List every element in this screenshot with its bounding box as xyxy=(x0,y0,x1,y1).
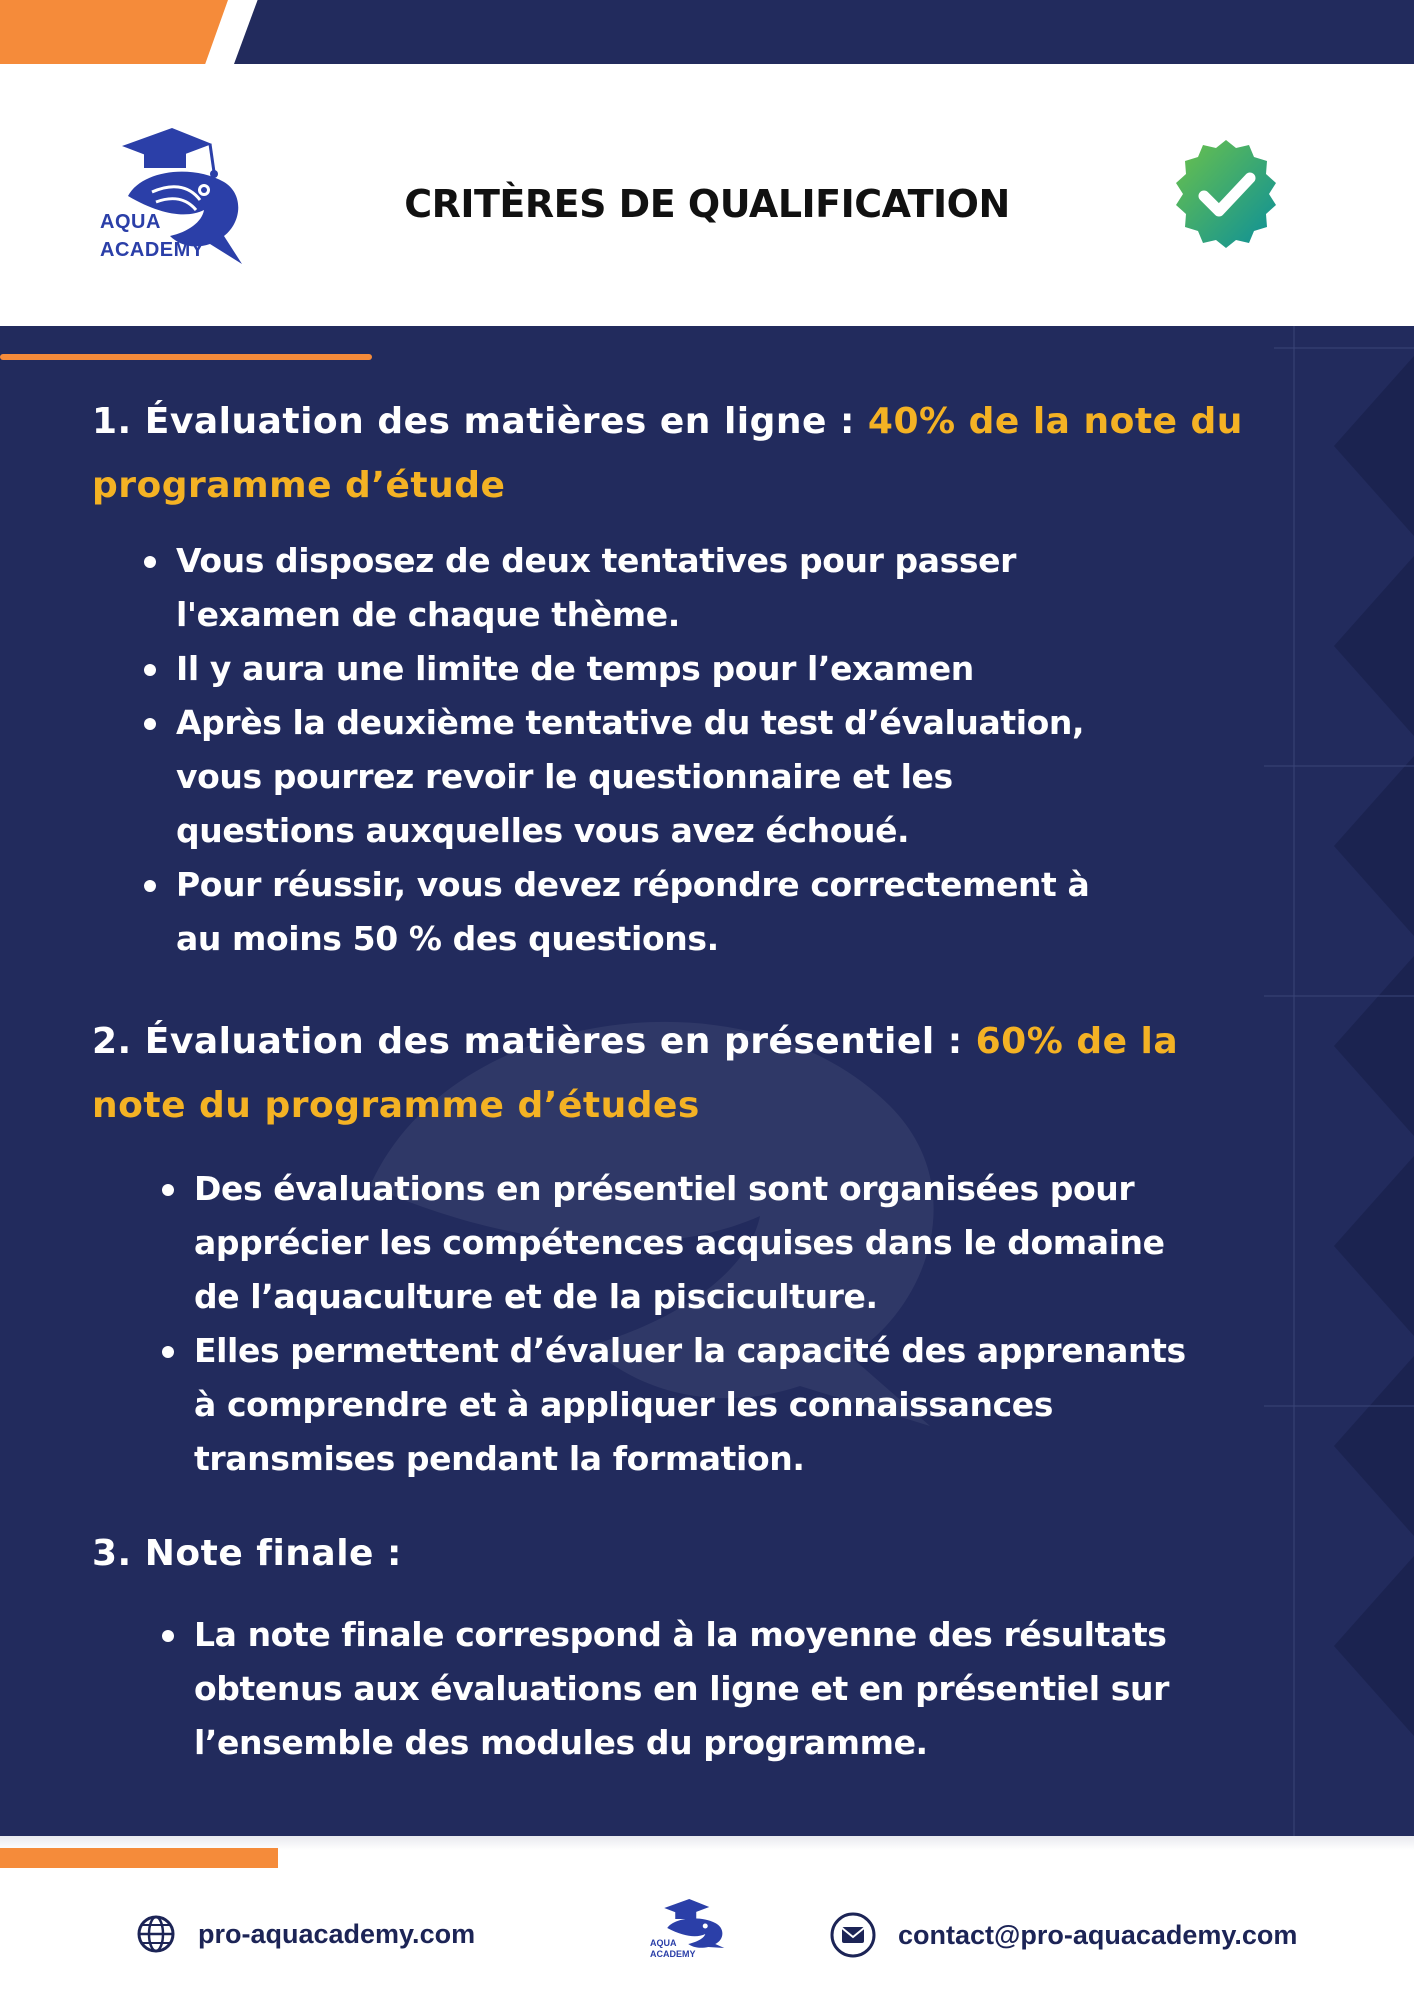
list-item: Pour réussir, vous devez répondre correctement à au moins 50 % des questions. xyxy=(140,858,1140,966)
geometric-side-decoration xyxy=(1264,326,1414,1836)
list-item: Des évaluations en présentiel sont organisées pour apprécier les compétences acquises dans le domaine de l’aquaculture et de la pisciculture. xyxy=(158,1162,1208,1324)
list-item: Il y aura une limite de temps pour l’examen xyxy=(140,642,1140,696)
logo-wordmark: AQUA ACADEMY xyxy=(650,1938,696,1959)
section-highlight: 60% de la note du programme d’études xyxy=(92,1021,1179,1126)
bullet-list-final xyxy=(158,1608,1228,1770)
footer-orange-stripe xyxy=(0,1848,278,1868)
section-heading-presential: 2. Évaluation des matières en présentiel : 60% de la note du programme d’études xyxy=(92,1021,1179,1126)
page-title: CRITÈRES DE QUALIFICATION xyxy=(404,182,1010,226)
footer-aqua-academy-logo xyxy=(648,1898,728,1962)
list-item: La note finale correspond à la moyenne des résultats obtenus aux évaluations en ligne et en présentiel sur l’ensemble des modules du programme. xyxy=(158,1608,1228,1770)
globe-icon xyxy=(136,1914,176,1954)
orange-accent-line xyxy=(0,354,372,360)
logo-wordmark: AQUA ACADEMY xyxy=(100,211,205,261)
page-header xyxy=(0,64,1414,326)
top-orange-stripe xyxy=(0,0,228,64)
footer-email-text: contact@pro-aquacademy.com xyxy=(898,1919,1298,1950)
bullet-list-online xyxy=(140,534,1140,966)
footer-website-link[interactable] xyxy=(136,1914,475,1954)
verified-check-badge-icon xyxy=(1168,136,1284,252)
list-item: Elles permettent d’évaluer la capacité des apprenants à comprendre et à appliquer les connaissances transmises pendant la formation. xyxy=(158,1324,1208,1486)
section-heading-final: 3. Note finale : xyxy=(92,1533,402,1574)
section-heading-online: 1. Évaluation des matières en ligne : 40% de la note du programme d’étude xyxy=(92,401,1243,506)
envelope-icon xyxy=(830,1912,876,1958)
list-item: Vous disposez de deux tentatives pour passer l'examen de chaque thème. xyxy=(140,534,1140,642)
bullet-list-presential xyxy=(158,1162,1208,1486)
content-panel xyxy=(0,326,1414,1836)
footer-email-link[interactable] xyxy=(830,1912,1297,1958)
list-item: Après la deuxième tentative du test d’évaluation, vous pourrez revoir le questionnaire et les questions auxquelles vous avez échoué. xyxy=(140,696,1140,858)
top-navy-stripe xyxy=(234,0,1414,64)
footer-website-text: pro-aquacademy.com xyxy=(198,1918,476,1949)
section-highlight: 40% de la note du programme d’étude xyxy=(92,401,1243,506)
